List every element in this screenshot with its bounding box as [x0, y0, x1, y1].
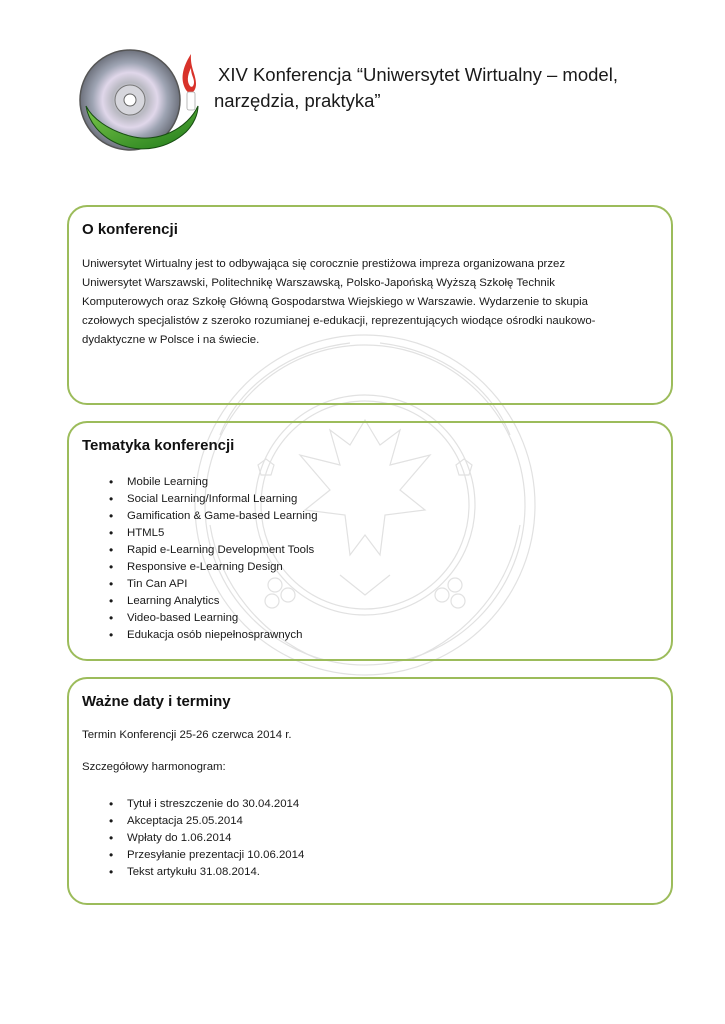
- important-dates-box: [67, 677, 673, 905]
- schedule-label: Szczegółowy harmonogram:: [82, 761, 226, 773]
- about-line: dydaktyczne w Polsce i na świecie.: [82, 334, 260, 346]
- topics-list: [109, 474, 318, 644]
- list-item: • Tekst artykułu 31.08.2014.: [109, 864, 304, 881]
- list-item: • HTML5: [109, 525, 318, 542]
- list-item: • Przesyłanie prezentacji 10.06.2014: [109, 847, 304, 864]
- list-item: • Wpłaty do 1.06.2014: [109, 830, 304, 847]
- list-item: • Video-based Learning: [109, 610, 318, 627]
- conference-term: Termin Konferencji 25-26 czerwca 2014 r.: [82, 729, 292, 741]
- important-dates-heading: Ważne daty i terminy: [82, 693, 231, 710]
- list-item: • Rapid e-Learning Development Tools: [109, 542, 318, 559]
- list-item: • Social Learning/Informal Learning: [109, 491, 318, 508]
- list-item: • Akceptacja 25.05.2014: [109, 813, 304, 830]
- list-item: • Gamification & Game-based Learning: [109, 508, 318, 525]
- about-line: czołowych specjalistów z szeroko rozumianej e-edukacji, reprezentujących wiodące ośrodki naukowo-: [82, 315, 596, 327]
- about-conference-box: [67, 205, 673, 405]
- about-conference-heading: O konferencji: [82, 221, 178, 238]
- about-line: Komputerowych oraz Szkołę Główną Gospodarstwa Wiejskiego w Warszawie. Wydarzenie to skupia: [82, 296, 588, 308]
- about-line: Uniwersytet Wirtualny jest to odbywająca się corocznie prestiżowa impreza organizowana przez: [82, 258, 566, 270]
- title-line-1: XIV Konferencja “Uniwersytet Wirtualny – model,: [218, 64, 618, 85]
- list-item: • Responsive e-Learning Design: [109, 559, 318, 576]
- list-item: • Tytuł i streszczenie do 30.04.2014: [109, 796, 304, 813]
- list-item: • Tin Can API: [109, 576, 318, 593]
- schedule-list: [109, 796, 304, 881]
- title-line-2: narzędzia, praktyka”: [214, 90, 381, 111]
- conference-topics-box: [67, 421, 673, 661]
- about-conference-text: [82, 255, 642, 350]
- list-item: • Mobile Learning: [109, 474, 318, 491]
- list-item: • Learning Analytics: [109, 593, 318, 610]
- conference-logo: [78, 48, 208, 160]
- about-line: Uniwersytet Warszawski, Politechnikę Warszawską, Polsko-Japońską Wyższą Szkołę Technik: [82, 277, 555, 289]
- list-item: • Edukacja osób niepełnosprawnych: [109, 627, 318, 644]
- conference-topics-heading: Tematyka konferencji: [82, 437, 235, 454]
- conference-title: [216, 62, 686, 114]
